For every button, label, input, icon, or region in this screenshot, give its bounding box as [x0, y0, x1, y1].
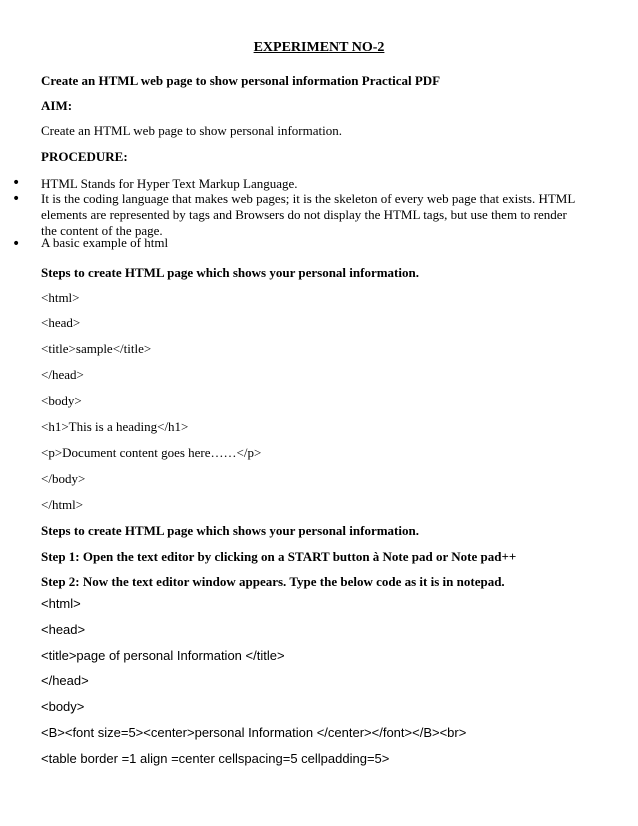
bullet-item-2: It is the coding language that makes web pages; it is the skeleton of every web page that exists. HTML elements are represented by tags and Browsers do not display the HTML tags, but use them to render the content of the page. — [41, 191, 575, 238]
example-code-line: <head> — [41, 315, 81, 330]
program-code-line: <body> — [41, 699, 85, 714]
program-code-line: <B><font size=5><center>personal Information </center></font></B><br> — [41, 725, 467, 740]
program-code-line: </head> — [41, 673, 89, 688]
bullet-icon: • — [12, 236, 21, 252]
bullet-icon: • — [12, 191, 21, 207]
program-code-line: <table border =1 align =center cellspacing=5 cellpadding=5> — [41, 751, 390, 766]
example-code-line: <p>Document content goes here……</p> — [41, 445, 262, 460]
document-heading: Create an HTML web page to show personal information Practical PDF — [41, 73, 441, 88]
step-2: Step 2: Now the text editor window appears. Type the below code as it is in notepad. — [41, 574, 505, 589]
example-code-line: <h1>This is a heading</h1> — [41, 419, 189, 434]
aim-text: Create an HTML web page to show personal information. — [41, 123, 342, 138]
experiment-title: EXPERIMENT NO-2 — [253, 40, 385, 55]
program-code-line: <title>page of personal Information </title> — [41, 648, 285, 663]
steps-heading-1: Steps to create HTML page which shows your personal information. — [41, 265, 419, 280]
bullet-item-3: A basic example of html — [41, 235, 169, 250]
bullet-icon: • — [12, 175, 21, 191]
aim-label: AIM: — [41, 98, 73, 113]
example-code-line: </head> — [41, 367, 84, 382]
example-code-line: <html> — [41, 290, 80, 305]
program-code-line: <html> — [41, 596, 81, 611]
program-code-line: <head> — [41, 622, 86, 637]
procedure-label: PROCEDURE: — [41, 149, 128, 164]
bullet-item-1: HTML Stands for Hyper Text Markup Language. — [41, 176, 298, 191]
example-code-line: <body> — [41, 393, 82, 408]
example-code-line: </html> — [41, 497, 84, 512]
steps-heading-2: Steps to create HTML page which shows your personal information. — [41, 523, 419, 538]
example-code-line: </body> — [41, 471, 86, 486]
step-1: Step 1: Open the text editor by clicking on a START button à Note pad or Note pad++ — [41, 549, 517, 564]
example-code-line: <title>sample</title> — [41, 341, 152, 356]
